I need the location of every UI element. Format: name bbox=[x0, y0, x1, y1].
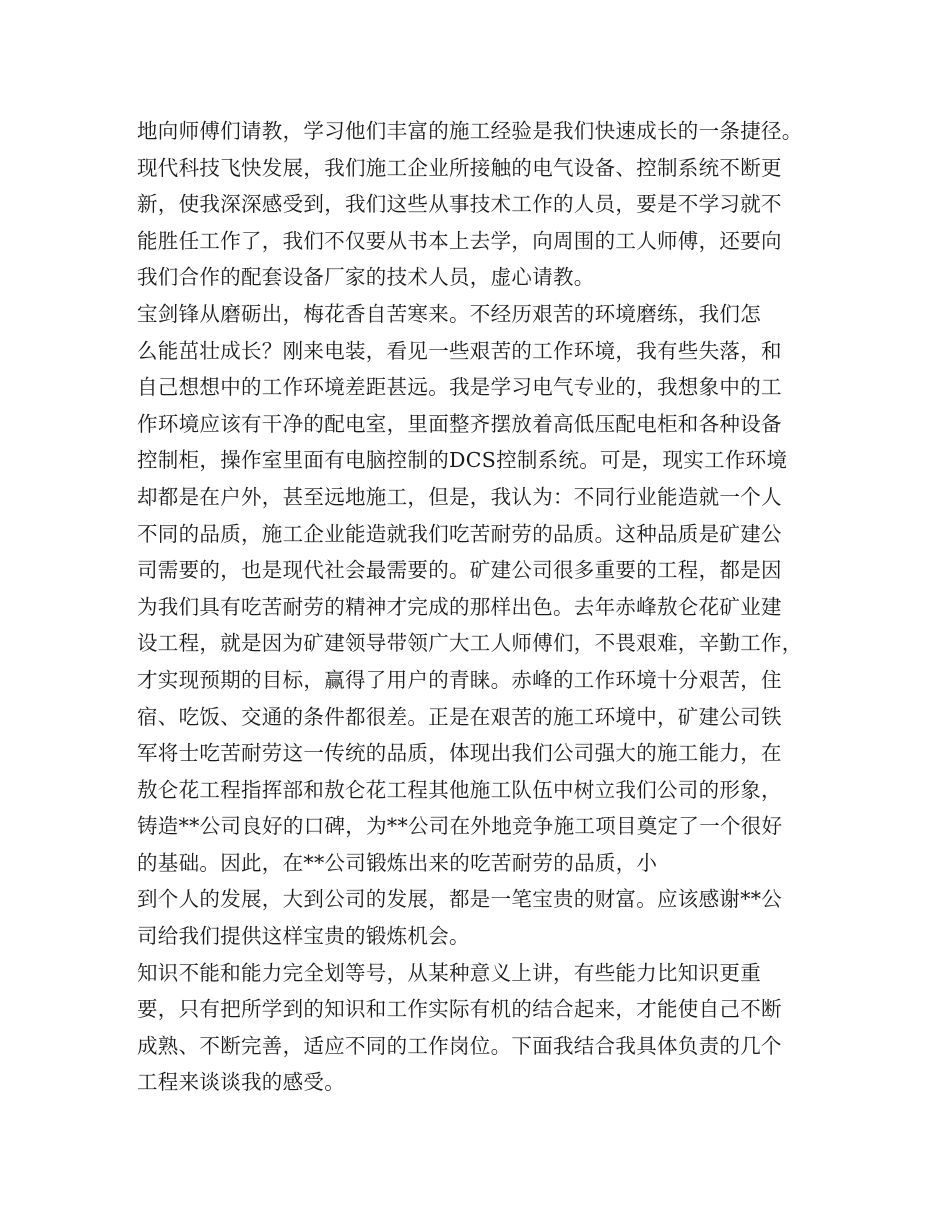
text-line: 自己想想中的工作环境差距甚远。我是学习电气专业的，我想象中的工 bbox=[137, 375, 782, 400]
text-line: 作环境应该有干净的配电室，里面整齐摆放着高低压配电柜和各种设备 bbox=[137, 411, 782, 436]
text-line: 才实现预期的目标，赢得了用户的青睐。赤峰的工作环境十分艰苦，住 bbox=[137, 667, 782, 692]
text-line: 司给我们提供这样宝贵的锻炼机会。 bbox=[137, 924, 470, 949]
text-line: 宿、吃饭、交通的条件都很差。正是在艰苦的施工环境中，矿建公司铁 bbox=[137, 704, 782, 729]
text-line: 为我们具有吃苦耐劳的精神才完成的那样出色。去年赤峰敖仑花矿业建 bbox=[137, 594, 782, 619]
text-line: 我们合作的配套设备厂家的技术人员，虚心请教。 bbox=[137, 265, 595, 290]
text-line: 新，使我深深感受到，我们这些从事技术工作的人员，要是不学习就不 bbox=[137, 192, 782, 217]
text-line: 么能茁壮成长？刚来电装，看见一些艰苦的工作环境，我有些失落，和 bbox=[137, 338, 782, 363]
text-line: 要，只有把所学到的知识和工作实际有机的结合起来，才能使自己不断 bbox=[137, 997, 782, 1022]
text-line: 地向师傅们请教，学习他们丰富的施工经验是我们快速成长的一条捷径。 bbox=[137, 119, 803, 143]
text-line: 宝剑锋从磨砺出，梅花香自苦寒来。不经历艰苦的环境磨练，我们怎 bbox=[137, 301, 761, 326]
text-line: 知识不能和能力完全划等号，从某种意义上讲，有些能力比知识更重 bbox=[137, 960, 761, 985]
text-line: 铸造**公司良好的口碑，为**公司在外地竞争施工项目奠定了一个很好 bbox=[137, 814, 783, 839]
text-line: 司需要的，也是现代社会最需要的。矿建公司很多重要的工程，都是因 bbox=[137, 558, 782, 583]
text-line: 能胜任工作了，我们不仅要从书本上去学，向周围的工人师傅，还要向 bbox=[137, 228, 782, 253]
text-line: 不同的品质，施工企业能造就我们吃苦耐劳的品质。这种品质是矿建公 bbox=[137, 521, 782, 546]
text-line: 控制柜，操作室里面有电脑控制的DCS控制系统。可是，现实工作环境 bbox=[137, 448, 788, 473]
text-line: 的基础。因此，在**公司锻炼出来的吃苦耐劳的品质，小 bbox=[137, 850, 658, 875]
text-line: 成熟、不断完善，适应不同的工作岗位。下面我结合我具体负责的几个 bbox=[137, 1033, 782, 1058]
body-text bbox=[137, 113, 837, 1101]
text-line: 设工程，就是因为矿建领导带领广大工人师傅们，不畏艰难，辛勤工作， bbox=[137, 631, 803, 656]
text-line: 到个人的发展，大到公司的发展，都是一笔宝贵的财富。应该感谢**公 bbox=[137, 887, 783, 912]
text-line: 工程来谈谈我的感受。 bbox=[137, 1070, 345, 1095]
text-line: 军将士吃苦耐劳这一传统的品质，体现出我们公司强大的施工能力，在 bbox=[137, 741, 782, 766]
text-line: 敖仑花工程指挥部和敖仑花工程其他施工队伍中树立我们公司的形象， bbox=[137, 777, 782, 802]
text-line: 现代科技飞快发展，我们施工企业所接触的电气设备、控制系统不断更 bbox=[137, 155, 782, 180]
text-line: 却都是在户外，甚至远地施工，但是，我认为：不同行业能造就一个人 bbox=[137, 484, 782, 509]
